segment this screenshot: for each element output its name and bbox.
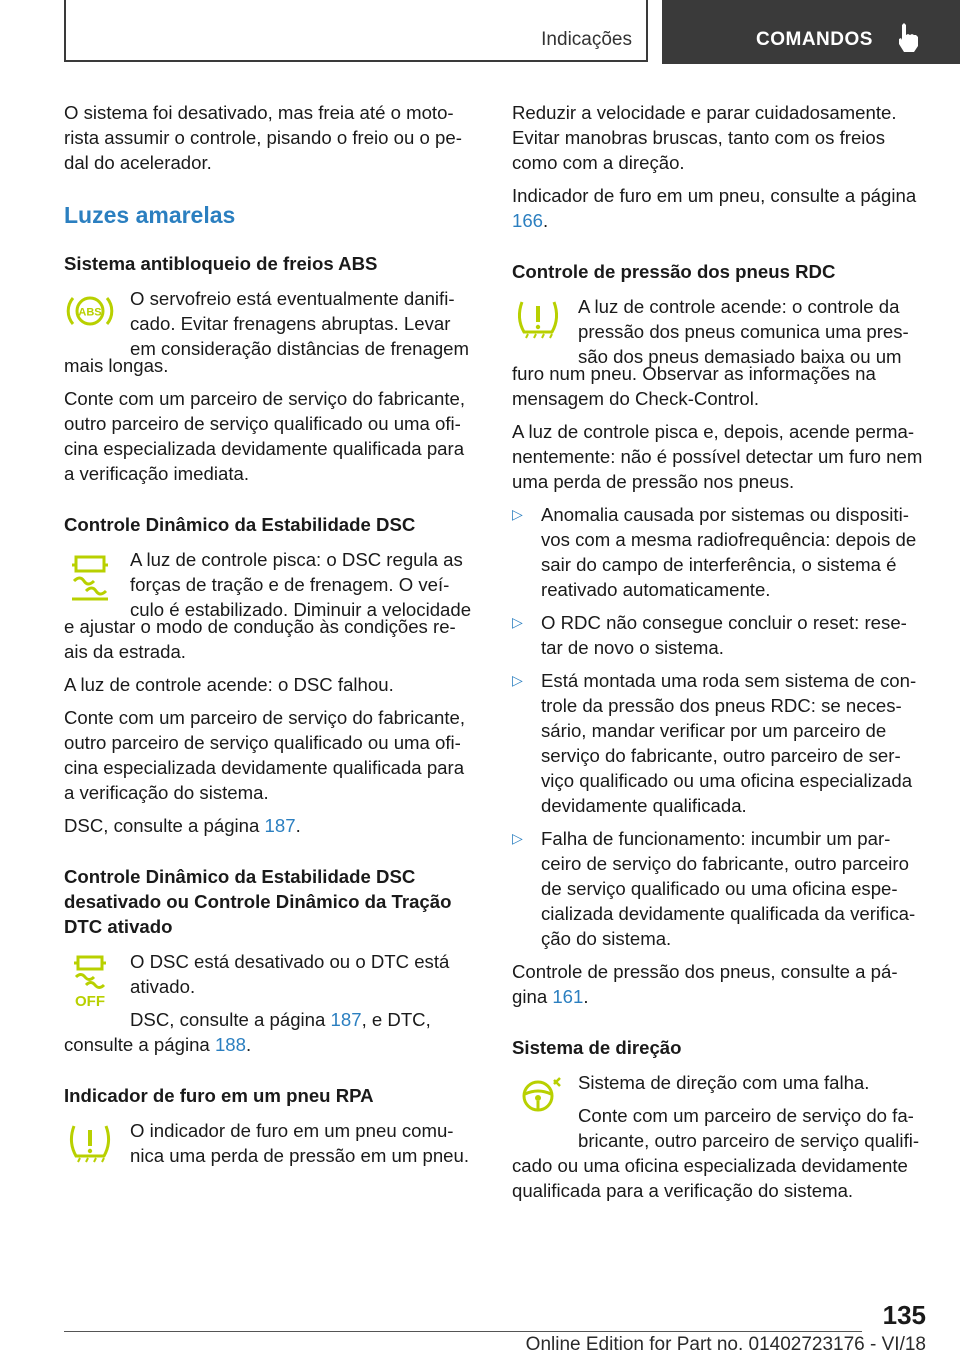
dsc-page-reference: DSC, consulte a página 187. <box>64 815 301 836</box>
bullet-arrow-icon: ▷ <box>512 672 523 688</box>
footer-edition: Online Edition for Part no. 01402723176 - VI/18 <box>525 1334 926 1355</box>
list-item: ▷ Está montada uma roda sem sistema de con-trole da pressão dos pneus RDC: se neces-sário, mandar verificar por um parceiro de serviço do fabricante, outro parceiro de ser-viço qualificado ou uma oficina especializada devidamente qualificada. <box>512 670 917 816</box>
page-link-187[interactable]: 187 <box>264 815 296 836</box>
rdc-text-continued: furo num pneu. Observar as informações na mensagem do Check-Control. <box>512 363 876 409</box>
section-title: Luzes amarelas <box>64 202 236 228</box>
tire-pressure-icon <box>64 1120 116 1168</box>
bullet-arrow-icon: ▷ <box>512 830 523 846</box>
list-item: ▷ Anomalia causada por sistemas ou dispositi-vos com a mesma radiofrequência: depois de sair do campo de interferência, o sistema é reativado automaticamente. <box>512 504 917 600</box>
header-section-tab <box>64 0 648 62</box>
steering-wheel-icon <box>512 1072 564 1120</box>
header-section-label: Indicações <box>541 29 632 50</box>
reduce-speed-text: Reduzir a velocidade e parar cuidadosamente. Evitar manobras bruscas, tanto com os freios como com a direção. <box>512 102 897 173</box>
header-chapter-label: COMANDOS <box>756 29 873 50</box>
steering-heading: Sistema de direção <box>512 1037 682 1058</box>
rdc-text: A luz de controle acende: o controle da pressão dos pneus comunica uma pres-são dos pneus demasiado baixa ou um <box>578 296 909 367</box>
list-item: ▷ O RDC não consegue concluir o reset: rese-tar de novo o sistema. <box>512 612 907 658</box>
steering-service-text-continued: cado ou uma oficina especializada devidamente qualificada para a verificação do sistema. <box>512 1155 908 1201</box>
steering-indicator-block <box>512 1070 926 1153</box>
footer-divider <box>64 1331 862 1332</box>
intro-paragraph: O sistema foi desativado, mas freia até o moto-rista assumir o controle, pisando o freio ou o pe-dal do acelerador. <box>64 102 462 173</box>
dsc-off-heading: Controle Dinâmico da Estabilidade DSC desativado ou Controle Dinâmico da Tração DTC ativado <box>64 866 452 937</box>
steering-text: Sistema de direção com uma falha. <box>578 1072 870 1093</box>
right-column <box>512 100 926 1211</box>
abs-warning-icon <box>64 288 116 334</box>
left-column <box>64 100 478 1174</box>
bullet-arrow-icon: ▷ <box>512 614 523 630</box>
abs-text-continued: mais longas. <box>64 355 169 376</box>
steering-service-text: Conte com um parceiro de serviço do fa-bricante, outro parceiro de serviço qualifi- <box>578 1105 920 1151</box>
dsc-heading: Controle Dinâmico da Estabilidade DSC <box>64 514 416 535</box>
rdc-page-reference: Controle de pressão dos pneus, consulte a pá-gina 161. <box>512 961 898 1007</box>
rdc-blink-text: A luz de controle pisca e, depois, acende perma-nentemente: não é possível detectar um furo nem uma perda de pressão nos pneus. <box>512 421 923 492</box>
dsc-warning-icon <box>64 549 116 605</box>
hand-pointer-icon <box>896 22 922 54</box>
page-link-166[interactable]: 166 <box>512 210 544 231</box>
abs-service-text: Conte com um parceiro de serviço do fabricante, outro parceiro de serviço qualificado ou uma ofi-cina especializada devidamente qualificada para a verificação imediata. <box>64 388 465 484</box>
bullet-arrow-icon: ▷ <box>512 506 523 522</box>
rdc-indicator-block <box>512 294 926 369</box>
dsc-off-page-reference: DSC, consulte a página 187, e DTC, <box>130 1009 431 1030</box>
abs-indicator-block <box>64 286 478 361</box>
abs-heading: Sistema antibloqueio de freios ABS <box>64 253 378 274</box>
page-link-161[interactable]: 161 <box>552 986 584 1007</box>
page-link-187b[interactable]: 187 <box>330 1009 362 1030</box>
abs-text: O servofreio está eventualmente danifi-cado. Evitar frenagens abruptas. Levar em consideração distâncias de frenagem <box>130 288 470 359</box>
dsc-off-icon <box>64 951 116 1011</box>
rdc-heading: Controle de pressão dos pneus RDC <box>512 261 836 282</box>
dsc-off-indicator-block <box>64 949 478 1032</box>
dsc-failure-text: A luz de controle acende: o DSC falhou. <box>64 674 394 695</box>
list-item: ▷ Falha de funcionamento: incumbir um par-ceiro de serviço do fabricante, outro parceiro de serviço qualificado ou uma oficina espe-cializada devidamente qualificada da verifica-ção do sistema. <box>512 828 916 949</box>
dsc-text: A luz de controle pisca: o DSC regula as forças de tração e de frenagem. O veí-culo é estabilizado. Diminuir a velocidade <box>130 549 472 620</box>
dsc-indicator-block <box>64 547 478 622</box>
rpa-indicator-block <box>64 1118 478 1174</box>
dsc-text-continued: e ajustar o modo de condução às condições re-ais da estrada. <box>64 616 456 662</box>
dsc-off-text: O DSC está desativado ou o DTC está ativado. <box>130 951 450 997</box>
svg-text:ABS: ABS <box>78 306 102 319</box>
dsc-service-text: Conte com um parceiro de serviço do fabricante, outro parceiro de serviço qualificado ou uma ofi-cina especializada devidamente qualificada para a verificação do sistema. <box>64 707 465 803</box>
svg-text:OFF: OFF <box>75 993 105 1010</box>
rpa-heading: Indicador de furo em um pneu RPA <box>64 1085 374 1106</box>
rpa-text: O indicador de furo em um pneu comu-nica uma perda de pressão em um pneu. <box>130 1120 470 1166</box>
page-number: 135 <box>882 1300 926 1330</box>
dtc-page-reference: consulte a página 188. <box>64 1034 252 1055</box>
header-chapter-tab <box>662 0 960 64</box>
rdc-causes-list <box>512 502 926 951</box>
page-link-188[interactable]: 188 <box>214 1034 246 1055</box>
rpa-page-reference: Indicador de furo em um pneu, consulte a página 166. <box>512 185 917 231</box>
tire-pressure-icon <box>512 296 564 344</box>
